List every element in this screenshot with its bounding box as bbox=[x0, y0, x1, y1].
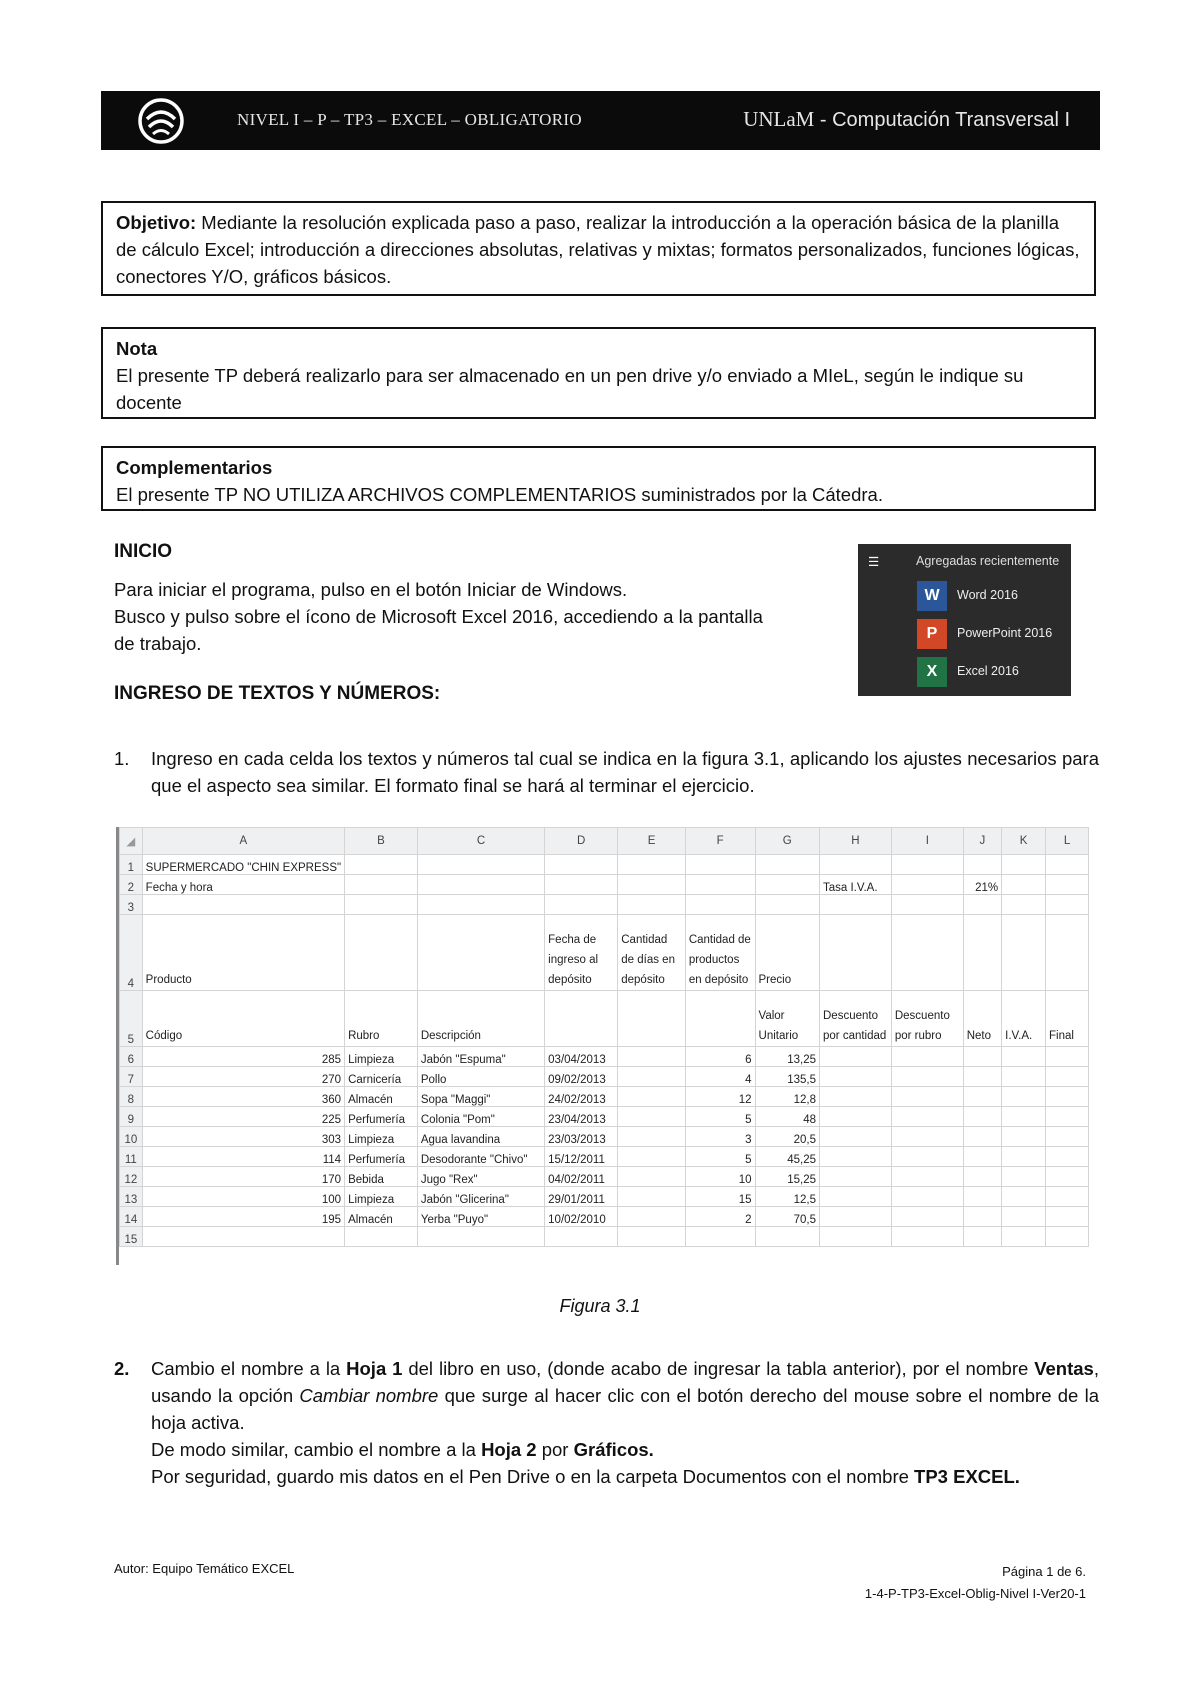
spreadsheet-cell[interactable]: 29/01/2011 bbox=[545, 1187, 618, 1207]
spreadsheet-cell[interactable] bbox=[963, 1087, 1001, 1107]
spreadsheet-cell[interactable]: Perfumería bbox=[345, 1107, 418, 1127]
spreadsheet-cell[interactable] bbox=[1002, 1167, 1046, 1187]
app-name: Excel 2016 bbox=[957, 664, 1019, 678]
spreadsheet-cell[interactable] bbox=[1002, 1187, 1046, 1207]
spreadsheet-cell[interactable] bbox=[1046, 895, 1089, 915]
spreadsheet-cell[interactable] bbox=[545, 1227, 618, 1247]
inicio-line-3: de trabajo. bbox=[114, 633, 202, 654]
spreadsheet-cell[interactable] bbox=[1002, 1207, 1046, 1227]
spreadsheet-cell[interactable] bbox=[417, 915, 544, 991]
spreadsheet-cell[interactable] bbox=[963, 1187, 1001, 1207]
ingreso-title: INGRESO DE TEXTOS Y NÚMEROS: bbox=[114, 683, 441, 704]
powerpoint-icon: P bbox=[917, 619, 947, 649]
spreadsheet-cell[interactable] bbox=[618, 1067, 686, 1087]
spreadsheet-cell[interactable] bbox=[891, 895, 963, 915]
spreadsheet-figure bbox=[116, 827, 1089, 1265]
column-header[interactable]: D bbox=[545, 828, 618, 855]
brand-main: UNLaM bbox=[743, 107, 815, 131]
app-name: Word 2016 bbox=[957, 588, 1018, 602]
spreadsheet-cell[interactable] bbox=[1046, 1167, 1089, 1187]
spreadsheet-table bbox=[119, 827, 1089, 1247]
spreadsheet-row bbox=[120, 1087, 1089, 1107]
inicio-line-2: Busco y pulso sobre el ícono de Microsoft Excel 2016, accediendo a la pantalla bbox=[114, 606, 763, 627]
item-2-paragraph-3: Por seguridad, guardo mis datos en el Pen Drive o en la carpeta Documentos con el nombre TP3 EXCEL. bbox=[151, 1466, 1020, 1487]
nota-text: El presente TP deberá realizarlo para ser almacenado en un pen drive y/o enviado a MIeL, según le indique su docente bbox=[116, 365, 1024, 413]
spreadsheet-cell[interactable]: 09/02/2013 bbox=[545, 1067, 618, 1087]
spreadsheet-cell[interactable] bbox=[618, 855, 686, 875]
spreadsheet-cell[interactable]: Yerba "Puyo" bbox=[417, 1207, 544, 1227]
column-header[interactable]: G bbox=[755, 828, 819, 855]
spreadsheet-cell[interactable] bbox=[963, 1167, 1001, 1187]
spreadsheet-cell[interactable]: 70,5 bbox=[755, 1207, 819, 1227]
column-header[interactable]: E bbox=[618, 828, 686, 855]
row-header[interactable]: 8 bbox=[120, 1087, 143, 1107]
spreadsheet-cell[interactable]: Bebida bbox=[345, 1167, 418, 1187]
spreadsheet-cell[interactable] bbox=[618, 1087, 686, 1107]
spreadsheet-cell[interactable] bbox=[963, 855, 1001, 875]
spreadsheet-cell[interactable]: 114 bbox=[142, 1147, 344, 1167]
spreadsheet-row bbox=[120, 915, 1089, 991]
spreadsheet-cell[interactable] bbox=[685, 991, 755, 1047]
spreadsheet-cell[interactable] bbox=[891, 855, 963, 875]
spreadsheet-cell[interactable]: Pollo bbox=[417, 1067, 544, 1087]
spreadsheet-cell[interactable] bbox=[1046, 1127, 1089, 1147]
spreadsheet-cell[interactable]: 100 bbox=[142, 1187, 344, 1207]
spreadsheet-cell[interactable] bbox=[963, 895, 1001, 915]
spreadsheet-cell[interactable] bbox=[1046, 1227, 1089, 1247]
spreadsheet-cell[interactable] bbox=[755, 855, 819, 875]
spreadsheet-cell[interactable] bbox=[1002, 915, 1046, 991]
spreadsheet-cell[interactable] bbox=[755, 895, 819, 915]
spreadsheet-cell[interactable]: Agua lavandina bbox=[417, 1127, 544, 1147]
spreadsheet-cell[interactable]: 15 bbox=[685, 1187, 755, 1207]
spreadsheet-cell[interactable] bbox=[1002, 1147, 1046, 1167]
spreadsheet-cell[interactable] bbox=[891, 1227, 963, 1247]
page-header bbox=[101, 91, 1100, 150]
spreadsheet-cell[interactable] bbox=[1002, 1127, 1046, 1147]
spreadsheet-row bbox=[120, 1207, 1089, 1227]
spreadsheet-cell[interactable]: 12,5 bbox=[755, 1187, 819, 1207]
spreadsheet-cell[interactable]: 04/02/2011 bbox=[545, 1167, 618, 1187]
spreadsheet-cell[interactable] bbox=[618, 875, 686, 895]
spreadsheet-cell[interactable] bbox=[891, 1067, 963, 1087]
spreadsheet-cell[interactable] bbox=[685, 875, 755, 895]
item-2-paragraph-1: Cambio el nombre a la Hoja 1 del libro en uso, (donde acabo de ingresar la tabla anterior), por el nombre Ventas, usando la opción Cambiar nombre que surge al hacer clic con el botón derecho del mouse sobre el nombre de la hoja activa. bbox=[151, 1358, 1100, 1433]
spreadsheet-cell[interactable] bbox=[820, 1227, 892, 1247]
spreadsheet-cell[interactable] bbox=[345, 875, 418, 895]
spreadsheet-cell[interactable]: 303 bbox=[142, 1127, 344, 1147]
spreadsheet-cell[interactable] bbox=[891, 1147, 963, 1167]
spreadsheet-row bbox=[120, 1227, 1089, 1247]
spreadsheet-cell[interactable] bbox=[345, 855, 418, 875]
spreadsheet-row bbox=[120, 875, 1089, 895]
row-header[interactable]: 4 bbox=[120, 915, 143, 991]
column-header[interactable]: C bbox=[417, 828, 544, 855]
inicio-text bbox=[114, 576, 763, 657]
spreadsheet-cell[interactable] bbox=[545, 875, 618, 895]
spreadsheet-cell[interactable] bbox=[820, 1107, 892, 1127]
spreadsheet-cell[interactable]: 03/04/2013 bbox=[545, 1047, 618, 1067]
spreadsheet-cell[interactable]: 4 bbox=[685, 1067, 755, 1087]
spreadsheet-cell[interactable]: Sopa "Maggi" bbox=[417, 1087, 544, 1107]
spreadsheet-cell[interactable] bbox=[1002, 1087, 1046, 1107]
select-all-corner[interactable]: ◢ bbox=[120, 828, 143, 855]
spreadsheet-cell[interactable]: Código bbox=[142, 991, 344, 1047]
spreadsheet-cell[interactable] bbox=[755, 875, 819, 895]
spreadsheet-cell[interactable] bbox=[1046, 1207, 1089, 1227]
spreadsheet-cell[interactable] bbox=[1046, 1147, 1089, 1167]
figure-caption: Figura 3.1 bbox=[559, 1296, 641, 1316]
spreadsheet-cell[interactable]: Producto bbox=[142, 915, 344, 991]
column-header[interactable]: J bbox=[963, 828, 1001, 855]
spreadsheet-cell[interactable] bbox=[963, 1147, 1001, 1167]
spreadsheet-cell[interactable] bbox=[820, 855, 892, 875]
spreadsheet-cell[interactable] bbox=[820, 1047, 892, 1067]
complementarios-title: Complementarios bbox=[116, 457, 273, 478]
spreadsheet-cell[interactable] bbox=[1002, 1227, 1046, 1247]
spreadsheet-row bbox=[120, 855, 1089, 875]
spreadsheet-cell[interactable] bbox=[417, 1227, 544, 1247]
item-2-text bbox=[151, 1355, 1099, 1490]
spreadsheet-cell[interactable]: Almacén bbox=[345, 1087, 418, 1107]
spreadsheet-cell[interactable]: 23/04/2013 bbox=[545, 1107, 618, 1127]
row-header[interactable]: 6 bbox=[120, 1047, 143, 1067]
spreadsheet-cell[interactable]: Colonia "Pom" bbox=[417, 1107, 544, 1127]
spreadsheet-cell[interactable] bbox=[820, 1167, 892, 1187]
spreadsheet-cell[interactable] bbox=[142, 895, 344, 915]
spreadsheet-cell[interactable] bbox=[618, 1047, 686, 1067]
spreadsheet-cell[interactable]: Almacén bbox=[345, 1207, 418, 1227]
spreadsheet-cell[interactable] bbox=[618, 1207, 686, 1227]
spreadsheet-cell[interactable] bbox=[618, 1187, 686, 1207]
spreadsheet-cell[interactable] bbox=[891, 1087, 963, 1107]
header-brand bbox=[743, 107, 1070, 132]
column-header[interactable]: B bbox=[345, 828, 418, 855]
spreadsheet-cell[interactable] bbox=[1002, 1107, 1046, 1127]
spreadsheet-row bbox=[120, 1127, 1089, 1147]
spreadsheet-cell[interactable]: 5 bbox=[685, 1147, 755, 1167]
spreadsheet-row bbox=[120, 1147, 1089, 1167]
spreadsheet-cell[interactable]: Valor Unitario bbox=[755, 991, 819, 1047]
footer-author: Autor: Equipo Temático EXCEL bbox=[114, 1561, 295, 1576]
app-name: PowerPoint 2016 bbox=[957, 626, 1053, 640]
row-header[interactable]: 5 bbox=[120, 991, 143, 1047]
spreadsheet-cell[interactable] bbox=[1046, 1087, 1089, 1107]
spreadsheet-cell[interactable]: 3 bbox=[685, 1127, 755, 1147]
objetivo-box bbox=[101, 201, 1096, 296]
spreadsheet-cell[interactable]: Cantidad de productos en depósito bbox=[685, 915, 755, 991]
spreadsheet-cell[interactable] bbox=[545, 855, 618, 875]
spreadsheet-cell[interactable]: Perfumería bbox=[345, 1147, 418, 1167]
spreadsheet-cell[interactable] bbox=[1002, 1067, 1046, 1087]
spreadsheet-cell[interactable] bbox=[618, 1147, 686, 1167]
spreadsheet-cell[interactable] bbox=[618, 1227, 686, 1247]
spreadsheet-cell[interactable] bbox=[417, 855, 544, 875]
spreadsheet-cell[interactable]: 360 bbox=[142, 1087, 344, 1107]
spreadsheet-cell[interactable] bbox=[963, 1107, 1001, 1127]
spreadsheet-cell[interactable] bbox=[1046, 915, 1089, 991]
list-item-1 bbox=[114, 745, 1099, 799]
spreadsheet-cell[interactable] bbox=[1002, 875, 1046, 895]
spreadsheet-row bbox=[120, 991, 1089, 1047]
spreadsheet-cell[interactable]: Fecha de ingreso al depósito bbox=[545, 915, 618, 991]
spreadsheet-cell[interactable]: Jugo "Rex" bbox=[417, 1167, 544, 1187]
item-2-paragraph-2: De modo similar, cambio el nombre a la Hoja 2 por Gráficos. bbox=[151, 1439, 654, 1460]
spreadsheet-cell[interactable] bbox=[820, 1127, 892, 1147]
spreadsheet-cell[interactable]: Tasa I.V.A. bbox=[820, 875, 892, 895]
spreadsheet-cell[interactable] bbox=[545, 895, 618, 915]
spreadsheet-cell[interactable] bbox=[891, 1047, 963, 1067]
spreadsheet-cell[interactable] bbox=[963, 1127, 1001, 1147]
spreadsheet-cell[interactable] bbox=[891, 1187, 963, 1207]
spreadsheet-cell[interactable]: Descuento por rubro bbox=[891, 991, 963, 1047]
spreadsheet-cell[interactable] bbox=[685, 1227, 755, 1247]
nota-title: Nota bbox=[116, 338, 158, 359]
spreadsheet-cell[interactable]: 48 bbox=[755, 1107, 819, 1127]
spreadsheet-cell[interactable]: 12,8 bbox=[755, 1087, 819, 1107]
item-1-text: Ingreso en cada celda los textos y números tal cual se indica en la figura 3.1, aplicando los ajustes necesarios para que el aspecto sea similar. El formato final se hará al terminar el ejercicio. bbox=[151, 748, 1099, 796]
spreadsheet-cell[interactable]: 20,5 bbox=[755, 1127, 819, 1147]
footer-code: 1-4-P-TP3-Excel-Oblig-Nivel I-Ver20-1 bbox=[864, 1586, 1086, 1601]
inicio-line-1: Para iniciar el programa, pulso en el botón Iniciar de Windows. bbox=[114, 579, 628, 600]
spreadsheet-cell[interactable]: 10/02/2010 bbox=[545, 1207, 618, 1227]
spreadsheet-cell[interactable]: 21% bbox=[963, 875, 1001, 895]
spreadsheet-cell[interactable] bbox=[1046, 1047, 1089, 1067]
spreadsheet-cell[interactable]: Descripción bbox=[417, 991, 544, 1047]
spreadsheet-cell[interactable] bbox=[345, 895, 418, 915]
spreadsheet-cell[interactable]: 12 bbox=[685, 1087, 755, 1107]
spreadsheet-cell[interactable] bbox=[820, 1067, 892, 1087]
spreadsheet-cell[interactable] bbox=[1046, 1107, 1089, 1127]
spreadsheet-cell[interactable] bbox=[1046, 875, 1089, 895]
spreadsheet-row bbox=[120, 1107, 1089, 1127]
word-icon: W bbox=[917, 581, 947, 611]
spreadsheet-cell[interactable]: Precio bbox=[755, 915, 819, 991]
spreadsheet-row bbox=[120, 1067, 1089, 1087]
row-header[interactable]: 11 bbox=[120, 1147, 143, 1167]
spreadsheet-cell[interactable] bbox=[618, 1167, 686, 1187]
spreadsheet-cell[interactable] bbox=[1046, 855, 1089, 875]
spreadsheet-cell[interactable] bbox=[891, 875, 963, 895]
spreadsheet-cell[interactable]: Desodorante "Chivo" bbox=[417, 1147, 544, 1167]
start-menu-app-excel bbox=[917, 657, 1067, 687]
spreadsheet-cell[interactable]: 6 bbox=[685, 1047, 755, 1067]
start-menu-title: Agregadas recientemente bbox=[916, 554, 1060, 568]
column-header[interactable]: L bbox=[1046, 828, 1089, 855]
spreadsheet-cell[interactable] bbox=[417, 895, 544, 915]
row-header[interactable]: 7 bbox=[120, 1067, 143, 1087]
spreadsheet-cell[interactable] bbox=[618, 1107, 686, 1127]
spreadsheet-cell[interactable] bbox=[963, 1047, 1001, 1067]
spreadsheet-row bbox=[120, 895, 1089, 915]
spreadsheet-cell[interactable] bbox=[963, 1227, 1001, 1247]
row-header[interactable]: 12 bbox=[120, 1167, 143, 1187]
row-header[interactable]: 9 bbox=[120, 1107, 143, 1127]
spreadsheet-cell[interactable] bbox=[820, 915, 892, 991]
list-item-2 bbox=[114, 1355, 1100, 1490]
row-header[interactable]: 3 bbox=[120, 895, 143, 915]
spreadsheet-cell[interactable] bbox=[891, 1207, 963, 1227]
spreadsheet-cell[interactable] bbox=[618, 1127, 686, 1147]
objetivo-label: Objetivo: bbox=[116, 212, 197, 233]
column-header-row bbox=[120, 828, 1089, 855]
footer-right bbox=[865, 1561, 1086, 1605]
spreadsheet-cell[interactable]: Jabón "Glicerina" bbox=[417, 1187, 544, 1207]
spreadsheet-cell[interactable] bbox=[963, 1067, 1001, 1087]
spreadsheet-cell[interactable] bbox=[1002, 855, 1046, 875]
start-menu-app-word bbox=[917, 581, 1067, 611]
spreadsheet-cell[interactable]: Fecha y hora bbox=[142, 875, 344, 895]
spreadsheet-cell[interactable]: Cantidad de días en depósito bbox=[618, 915, 686, 991]
spreadsheet-cell[interactable] bbox=[1002, 1047, 1046, 1067]
spreadsheet-cell[interactable]: 24/02/2013 bbox=[545, 1087, 618, 1107]
column-header[interactable]: I bbox=[891, 828, 963, 855]
spreadsheet-cell[interactable]: 10 bbox=[685, 1167, 755, 1187]
spreadsheet-cell[interactable]: 45,25 bbox=[755, 1147, 819, 1167]
objetivo-text: Mediante la resolución explicada paso a paso, realizar la introducción a la operación básica de la planilla de cálculo Excel; introducción a direcciones absolutas, relativas y mixtas; formatos personalizados, funciones lógicas, conectores Y/O, gráficos básicos. bbox=[116, 212, 1080, 287]
spreadsheet-cell[interactable] bbox=[891, 915, 963, 991]
row-header[interactable]: 14 bbox=[120, 1207, 143, 1227]
column-header[interactable]: A bbox=[142, 828, 344, 855]
spreadsheet-cell[interactable]: 15,25 bbox=[755, 1167, 819, 1187]
column-header[interactable]: F bbox=[685, 828, 755, 855]
spreadsheet-row bbox=[120, 1167, 1089, 1187]
spreadsheet-cell[interactable]: Limpieza bbox=[345, 1187, 418, 1207]
brand-rest: - Computación Transversal I bbox=[814, 109, 1070, 131]
spreadsheet-cell[interactable]: 5 bbox=[685, 1107, 755, 1127]
spreadsheet-cell[interactable] bbox=[755, 1227, 819, 1247]
spreadsheet-cell[interactable] bbox=[618, 991, 686, 1047]
spreadsheet-cell[interactable]: I.V.A. bbox=[1002, 991, 1046, 1047]
spreadsheet-cell[interactable] bbox=[1002, 895, 1046, 915]
item-number: 2. bbox=[114, 1358, 130, 1379]
spreadsheet-cell[interactable] bbox=[891, 1167, 963, 1187]
spreadsheet-row bbox=[120, 1047, 1089, 1067]
row-header[interactable]: 2 bbox=[120, 875, 143, 895]
inicio-title: INICIO bbox=[114, 541, 173, 562]
spreadsheet-cell[interactable]: Jabón "Espuma" bbox=[417, 1047, 544, 1067]
column-header[interactable]: K bbox=[1002, 828, 1046, 855]
spreadsheet-cell[interactable]: SUPERMERCADO "CHIN EXPRESS" bbox=[142, 855, 344, 875]
spreadsheet-cell[interactable]: Limpieza bbox=[345, 1127, 418, 1147]
row-header[interactable]: 15 bbox=[120, 1227, 143, 1247]
spreadsheet-cell[interactable]: Final bbox=[1046, 991, 1089, 1047]
spreadsheet-cell[interactable] bbox=[963, 1207, 1001, 1227]
spreadsheet-cell[interactable] bbox=[345, 915, 418, 991]
spreadsheet-cell[interactable] bbox=[820, 895, 892, 915]
spreadsheet-cell[interactable]: Carnicería bbox=[345, 1067, 418, 1087]
spreadsheet-row bbox=[120, 1187, 1089, 1207]
item-number: 1. bbox=[114, 748, 130, 769]
spreadsheet-cell[interactable]: 13,25 bbox=[755, 1047, 819, 1067]
spreadsheet-cell[interactable]: 23/03/2013 bbox=[545, 1127, 618, 1147]
spreadsheet-cell[interactable]: 170 bbox=[142, 1167, 344, 1187]
start-menu-app-powerpoint bbox=[917, 619, 1067, 649]
spreadsheet-cell[interactable]: 195 bbox=[142, 1207, 344, 1227]
spreadsheet-cell[interactable] bbox=[820, 1207, 892, 1227]
spreadsheet-cell[interactable]: Rubro bbox=[345, 991, 418, 1047]
spreadsheet-cell[interactable] bbox=[820, 1147, 892, 1167]
complementarios-box bbox=[101, 446, 1096, 511]
spreadsheet-cell[interactable] bbox=[417, 875, 544, 895]
spreadsheet-cell[interactable]: 225 bbox=[142, 1107, 344, 1127]
spreadsheet-cell[interactable] bbox=[963, 915, 1001, 991]
spreadsheet-cell[interactable] bbox=[891, 1107, 963, 1127]
column-header[interactable]: H bbox=[820, 828, 892, 855]
spreadsheet-cell[interactable] bbox=[345, 1227, 418, 1247]
spreadsheet-cell[interactable] bbox=[1046, 1187, 1089, 1207]
complementarios-text: El presente TP NO UTILIZA ARCHIVOS COMPLEMENTARIOS suministrados por la Cátedra. bbox=[116, 484, 883, 505]
row-header[interactable]: 1 bbox=[120, 855, 143, 875]
spreadsheet-cell[interactable] bbox=[820, 1187, 892, 1207]
spreadsheet-cell[interactable] bbox=[685, 855, 755, 875]
start-menu-image bbox=[858, 544, 1071, 696]
spreadsheet-cell[interactable] bbox=[685, 895, 755, 915]
row-header[interactable]: 13 bbox=[120, 1187, 143, 1207]
nota-box bbox=[101, 327, 1096, 419]
footer-page: Página 1 de 6. bbox=[1002, 1564, 1086, 1579]
spreadsheet-cell[interactable] bbox=[891, 1127, 963, 1147]
spreadsheet-cell[interactable]: 15/12/2011 bbox=[545, 1147, 618, 1167]
spreadsheet-cell[interactable]: 285 bbox=[142, 1047, 344, 1067]
hamburger-icon: ☰ bbox=[868, 555, 880, 569]
spreadsheet-cell[interactable]: 270 bbox=[142, 1067, 344, 1087]
header-title: NIVEL I – P – TP3 – EXCEL – OBLIGATORIO bbox=[237, 110, 582, 129]
spreadsheet-cell[interactable] bbox=[820, 1087, 892, 1107]
spreadsheet-cell[interactable] bbox=[618, 895, 686, 915]
spreadsheet-cell[interactable]: Neto bbox=[963, 991, 1001, 1047]
spreadsheet-cell[interactable]: Limpieza bbox=[345, 1047, 418, 1067]
spreadsheet-cell[interactable] bbox=[545, 991, 618, 1047]
excel-icon: X bbox=[917, 657, 947, 687]
spreadsheet-cell[interactable] bbox=[142, 1227, 344, 1247]
row-header[interactable]: 10 bbox=[120, 1127, 143, 1147]
unlam-logo-icon bbox=[137, 97, 185, 145]
spreadsheet-cell[interactable]: Descuento por cantidad bbox=[820, 991, 892, 1047]
spreadsheet-cell[interactable]: 135,5 bbox=[755, 1067, 819, 1087]
spreadsheet-cell[interactable] bbox=[1046, 1067, 1089, 1087]
spreadsheet-cell[interactable]: 2 bbox=[685, 1207, 755, 1227]
